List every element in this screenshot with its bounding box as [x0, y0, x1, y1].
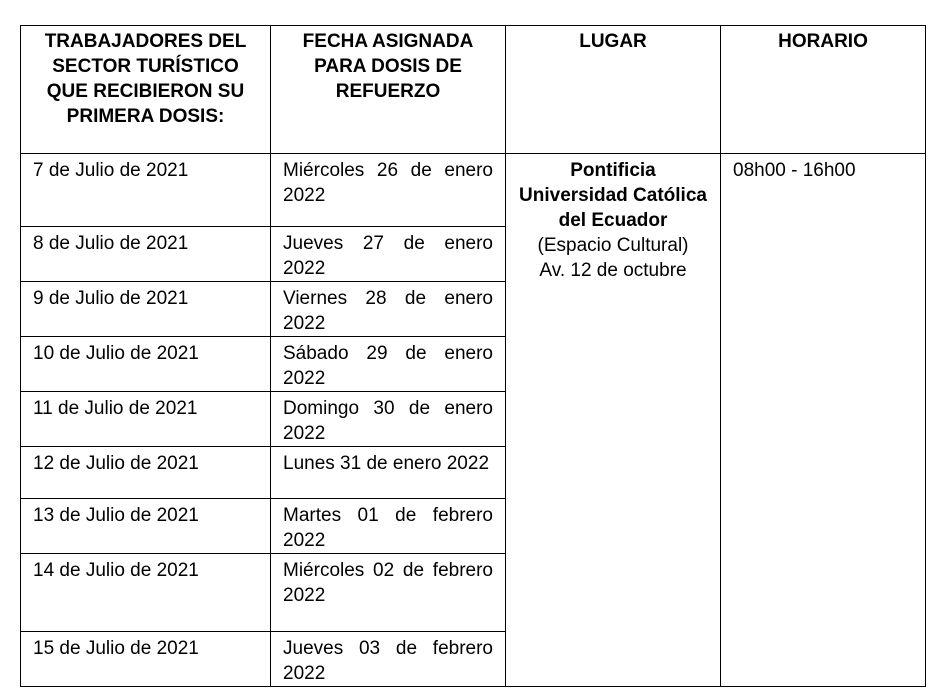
place-address: Av. 12 de octubre: [539, 260, 687, 281]
booster-date: Martes 01 de febrero 2022: [271, 499, 506, 554]
booster-date: Jueves 03 de febrero 2022: [271, 632, 506, 687]
header-hours: HORARIO: [721, 26, 926, 154]
place-venue: (Espacio Cultural): [537, 235, 689, 256]
first-dose-date: 15 de Julio de 2021: [21, 632, 271, 687]
table-row: [21, 154, 926, 227]
first-dose-date: 10 de Julio de 2021: [21, 337, 271, 392]
header-place: LUGAR: [506, 26, 721, 154]
first-dose-date: 13 de Julio de 2021: [21, 499, 271, 554]
booster-date: Viernes 28 de enero 2022: [271, 282, 506, 337]
place-cell: [506, 154, 721, 687]
first-dose-date: 8 de Julio de 2021: [21, 227, 271, 282]
booster-date: Miércoles 02 de febrero 2022: [271, 554, 506, 632]
hours-cell: 08h00 - 16h00: [721, 154, 926, 687]
booster-date: Lunes 31 de enero 2022: [271, 447, 506, 499]
first-dose-date: 12 de Julio de 2021: [21, 447, 271, 499]
header-booster-date: FECHA ASIGNADA PARA DOSIS DE REFUERZO: [271, 26, 506, 154]
booster-date: Sábado 29 de enero 2022: [271, 337, 506, 392]
table-header-row: [21, 26, 926, 154]
booster-date: Domingo 30 de enero 2022: [271, 392, 506, 447]
place-name: Pontificia Universidad Católica del Ecuador: [519, 160, 707, 231]
first-dose-date: 9 de Julio de 2021: [21, 282, 271, 337]
first-dose-date: 7 de Julio de 2021: [21, 154, 271, 227]
first-dose-date: 14 de Julio de 2021: [21, 554, 271, 632]
booster-date: Miércoles 26 de enero 2022: [271, 154, 506, 227]
vaccination-schedule-table: [20, 25, 926, 687]
booster-date: Jueves 27 de enero 2022: [271, 227, 506, 282]
header-first-dose: TRABAJADORES DEL SECTOR TURÍSTICO QUE RECIBIERON SU PRIMERA DOSIS:: [21, 26, 271, 154]
first-dose-date: 11 de Julio de 2021: [21, 392, 271, 447]
